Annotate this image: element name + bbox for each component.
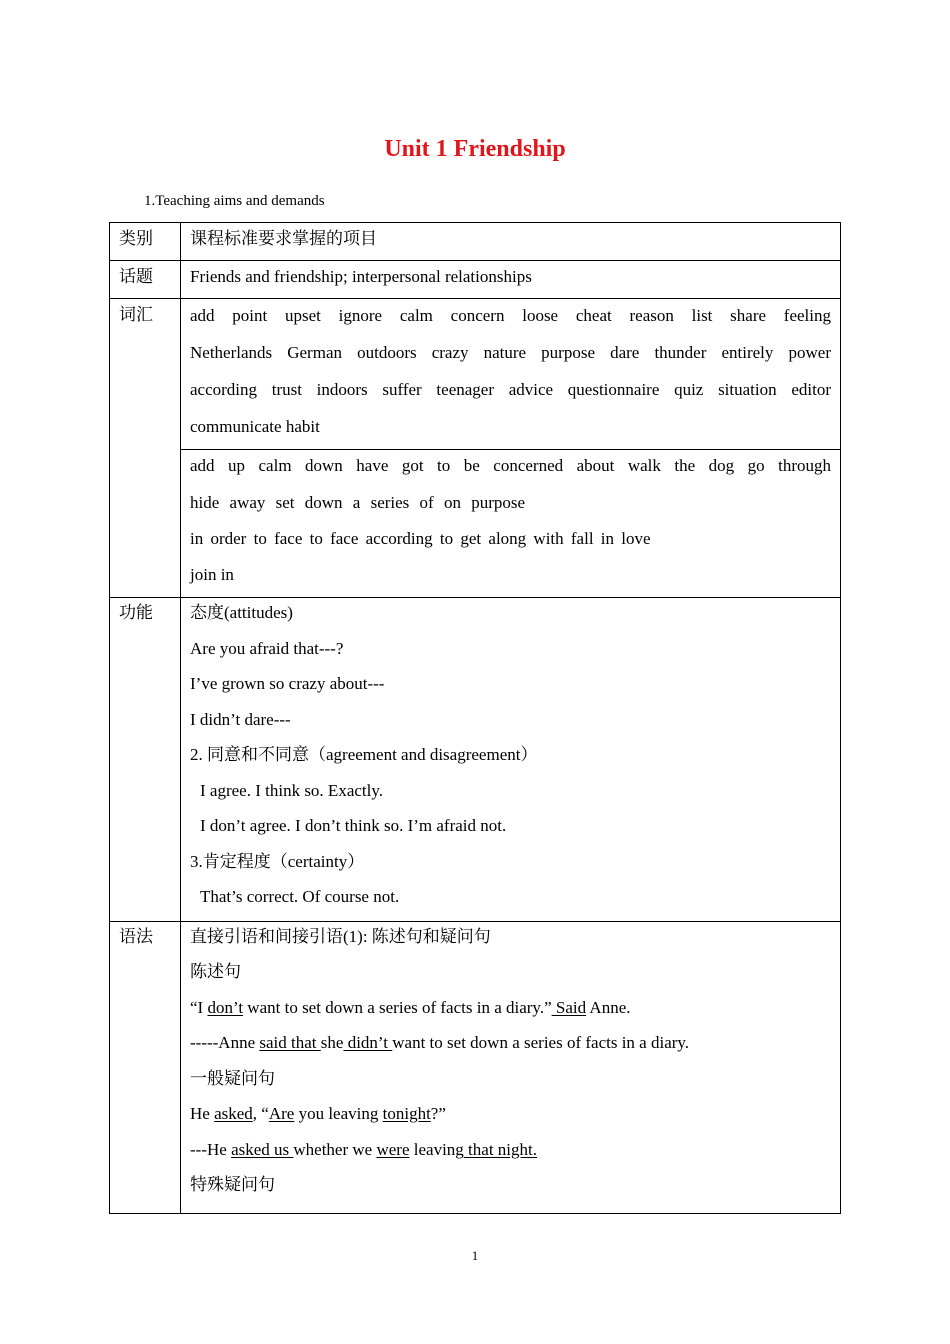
- underlined-text: were: [376, 1139, 410, 1159]
- function-label: 功能: [119, 603, 153, 622]
- underlined-text: Said: [551, 997, 587, 1017]
- text-run: He: [190, 1104, 215, 1123]
- vocab-phrase-line: hide away set down a series of on purpose: [190, 493, 526, 512]
- underlined-text: asked: [214, 1104, 253, 1123]
- grammar-example-line: [190, 1099, 831, 1135]
- grammar-content-cell: [181, 921, 841, 1213]
- vocab-phrases-row: [110, 450, 841, 598]
- topic-value: Friends and friendship; interpersonal relationships: [190, 267, 532, 286]
- curriculum-table: [109, 222, 841, 1214]
- text-run: want to set down a series of facts in a diary.: [392, 1033, 690, 1052]
- text-run: ---He: [190, 1139, 232, 1159]
- grammar-example-line: [190, 993, 831, 1029]
- underlined-text: tonight: [382, 1104, 431, 1123]
- function-line: 3.肯定程度（certainty）: [190, 851, 365, 871]
- vocab-phrases-cell: [181, 450, 841, 598]
- vocab-words-row: [110, 299, 841, 450]
- text-run: leaving: [409, 1139, 464, 1159]
- function-line: I’ve grown so crazy about---: [190, 674, 385, 693]
- vocab-words-line: Netherlands German outdoors crazy nature purpose dare thunder entirely power: [190, 343, 831, 362]
- vocab-words-line: communicate habit: [190, 417, 320, 436]
- topic-row: [110, 261, 841, 299]
- vocab-phrase-line: add up calm down have got to be concerned about walk the dog go through: [190, 456, 831, 475]
- header-items: 课程标准要求掌握的项目: [190, 229, 377, 248]
- section-subtitle: 1.Teaching aims and demands: [144, 193, 325, 209]
- text-run: -----Anne: [190, 1033, 260, 1052]
- underlined-text: asked us: [231, 1139, 294, 1159]
- topic-value-cell: [181, 261, 841, 299]
- grammar-yesno-label: 一般疑问句: [190, 1068, 275, 1088]
- page-number: 1: [471, 1248, 479, 1263]
- function-line: That’s correct. Of course not.: [200, 887, 400, 906]
- function-line: 2. 同意和不同意（agreement and disagreement）: [190, 745, 538, 764]
- text-run: want to set down a series of facts in a diary.”: [243, 997, 552, 1017]
- function-line: I agree. I think so. Exactly.: [200, 780, 383, 800]
- vocab-phrase-line: in order to face to face according to get along with fall in love: [190, 529, 651, 548]
- function-content-cell: [181, 598, 841, 922]
- text-run: whether we: [293, 1139, 377, 1159]
- vocab-words-cell: [181, 299, 841, 450]
- vocab-label-cell: [110, 299, 181, 598]
- function-row: [110, 598, 841, 922]
- grammar-wh-label: 特殊疑问句: [190, 1175, 275, 1194]
- grammar-heading: 直接引语和间接引语(1): 陈述句和疑问句: [190, 926, 491, 946]
- grammar-label: 语法: [119, 926, 153, 946]
- function-line: Are you afraid that---?: [190, 638, 344, 658]
- function-line: I didn’t dare---: [190, 709, 291, 729]
- text-run: she: [320, 1033, 344, 1052]
- header-category: 类别: [119, 229, 153, 248]
- topic-label: 话题: [119, 267, 153, 286]
- underlined-text: don’t: [207, 997, 244, 1017]
- underlined-text: Are: [268, 1104, 295, 1123]
- grammar-statement-label: 陈述句: [190, 962, 241, 981]
- text-run: “I: [190, 997, 208, 1017]
- text-run: ?”: [430, 1104, 446, 1123]
- underlined-text: didn’t: [343, 1033, 393, 1052]
- vocab-words-line: add point upset ignore calm concern loose cheat reason list share feeling: [190, 306, 831, 325]
- topic-label-cell: [110, 261, 181, 299]
- grammar-row: [110, 921, 841, 1213]
- vocab-words-line: according trust indoors suffer teenager advice questionnaire quiz situation editor: [190, 380, 831, 399]
- header-items-cell: [181, 223, 841, 261]
- text-run: , “: [252, 1104, 269, 1123]
- vocab-label: 词汇: [119, 305, 153, 324]
- underlined-text: said that: [259, 1033, 321, 1052]
- grammar-example-line: [190, 1135, 831, 1171]
- page-title: Unit 1 Friendship: [384, 136, 566, 162]
- grammar-example-line: [190, 1028, 831, 1064]
- vocab-phrase-line: join in: [190, 564, 234, 584]
- underlined-text: that night.: [463, 1139, 537, 1159]
- function-label-cell: [110, 598, 181, 922]
- function-line: I don’t agree. I don’t think so. I’m afraid not.: [200, 816, 507, 835]
- grammar-label-cell: [110, 921, 181, 1213]
- text-run: Anne.: [586, 997, 631, 1017]
- table-header-row: [110, 223, 841, 261]
- function-line: 态度(attitudes): [190, 603, 293, 622]
- header-category-cell: [110, 223, 181, 261]
- text-run: you leaving: [294, 1104, 383, 1123]
